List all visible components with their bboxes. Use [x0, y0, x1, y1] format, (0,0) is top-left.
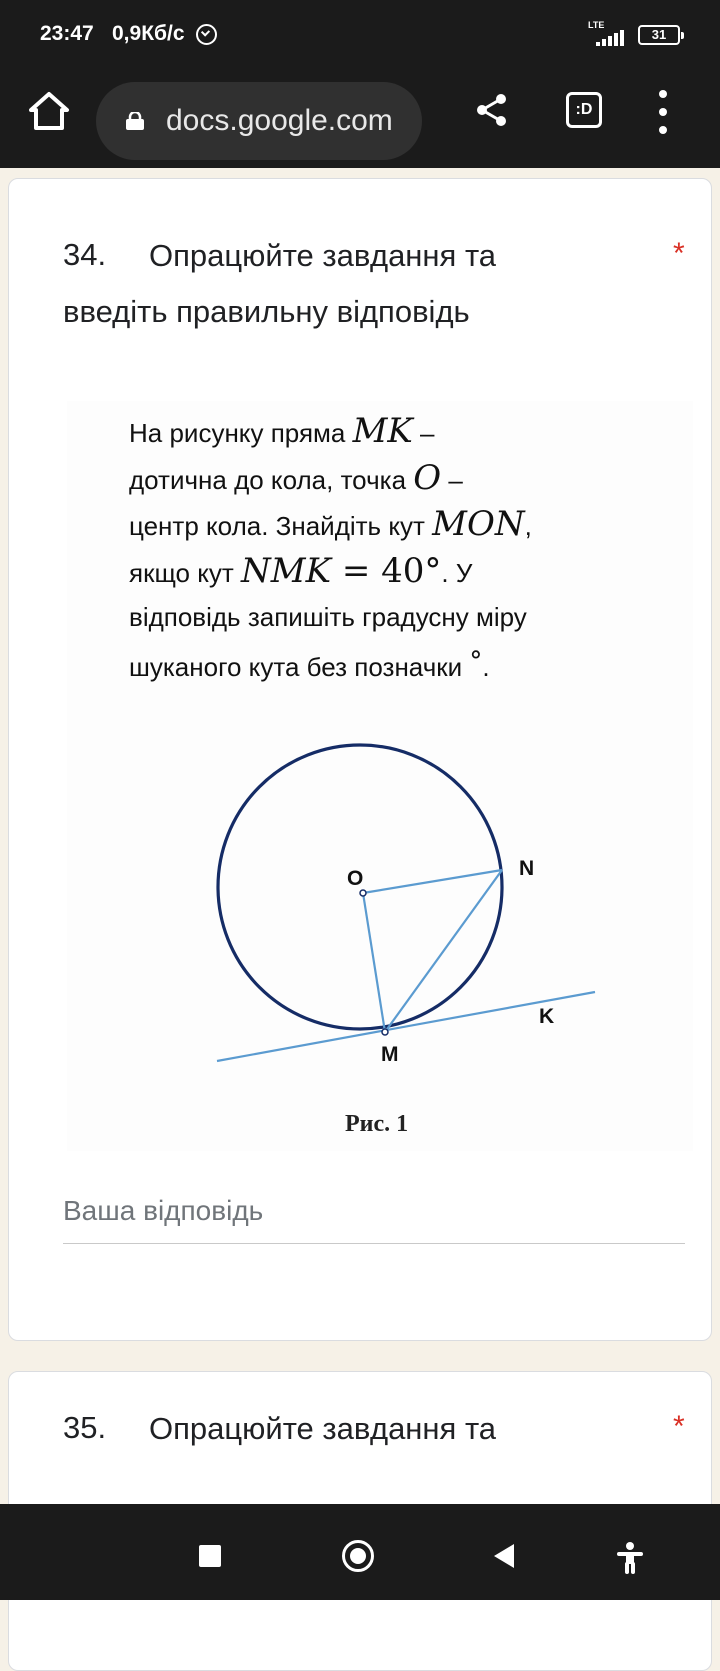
chord-mn — [385, 870, 502, 1032]
required-asterisk: * — [673, 237, 685, 270]
problem-line: центр кола. Знайдіть кут MON, — [129, 504, 532, 544]
back-icon[interactable] — [494, 1544, 514, 1568]
home-icon[interactable] — [28, 90, 70, 132]
url-text: docs.google.com — [166, 104, 393, 137]
lock-icon — [124, 112, 146, 130]
math-mon: MON — [432, 504, 525, 544]
question-card-34 — [8, 178, 712, 1341]
answer-underline — [63, 1243, 685, 1244]
label-m: M — [381, 1043, 399, 1066]
more-vert-icon[interactable] — [654, 90, 670, 134]
geometry-figure — [67, 401, 693, 1151]
status-time: 23:47 — [40, 22, 94, 45]
degree-symbol: ° — [469, 646, 483, 677]
battery-icon — [638, 25, 680, 45]
problem-line: На рисунку пряма MK – — [129, 411, 435, 451]
label-o: O — [347, 867, 364, 890]
label-n: N — [519, 857, 535, 880]
status-network-speed: 0,9Кб/с — [112, 22, 185, 45]
share-icon[interactable] — [474, 92, 510, 128]
data-saver-icon — [196, 24, 217, 45]
problem-line: відповідь запишіть градусну міру — [129, 602, 527, 632]
point-m — [382, 1029, 388, 1035]
problem-line: якщо кут NMK = 40°. У — [129, 550, 473, 591]
problem-line: дотична до кола, точка O – — [129, 457, 463, 498]
system-nav-bar — [0, 1504, 720, 1600]
signal-icon — [588, 30, 626, 46]
label-k: K — [539, 1005, 555, 1028]
accessibility-icon[interactable] — [616, 1542, 644, 1574]
recents-icon[interactable] — [199, 1545, 221, 1567]
question-number: 34. — [63, 237, 107, 272]
math-mk: MK — [352, 411, 413, 451]
required-asterisk: * — [673, 1410, 685, 1443]
home-nav-icon[interactable] — [342, 1540, 374, 1572]
radius-om — [363, 893, 385, 1032]
point-o — [360, 890, 366, 896]
question-number: 35. — [63, 1410, 107, 1445]
math-o: O — [413, 457, 442, 498]
question-title: Опрацюйте завдання та — [149, 1411, 497, 1446]
question-title-line2: введіть правильну відповідь — [63, 294, 470, 329]
status-bar — [0, 0, 720, 68]
address-bar[interactable] — [96, 82, 422, 160]
problem-image — [67, 401, 693, 1151]
radius-on — [363, 870, 502, 893]
problem-line: шуканого кута без позначки °. — [129, 646, 490, 682]
tab-switcher-label: :D — [575, 101, 593, 118]
tab-switcher-icon[interactable] — [566, 92, 602, 128]
answer-input[interactable]: Ваша відповідь — [63, 1195, 264, 1226]
question-title — [149, 229, 649, 283]
math-value: = 40° — [331, 550, 442, 591]
question-title-line: Опрацюйте завдання та — [149, 238, 497, 273]
browser-toolbar — [0, 68, 720, 168]
math-nmk: NMK — [241, 550, 332, 591]
network-type: LTE — [588, 20, 605, 30]
figure-caption: Рис. 1 — [345, 1111, 409, 1137]
battery-level: 31 — [651, 27, 667, 42]
